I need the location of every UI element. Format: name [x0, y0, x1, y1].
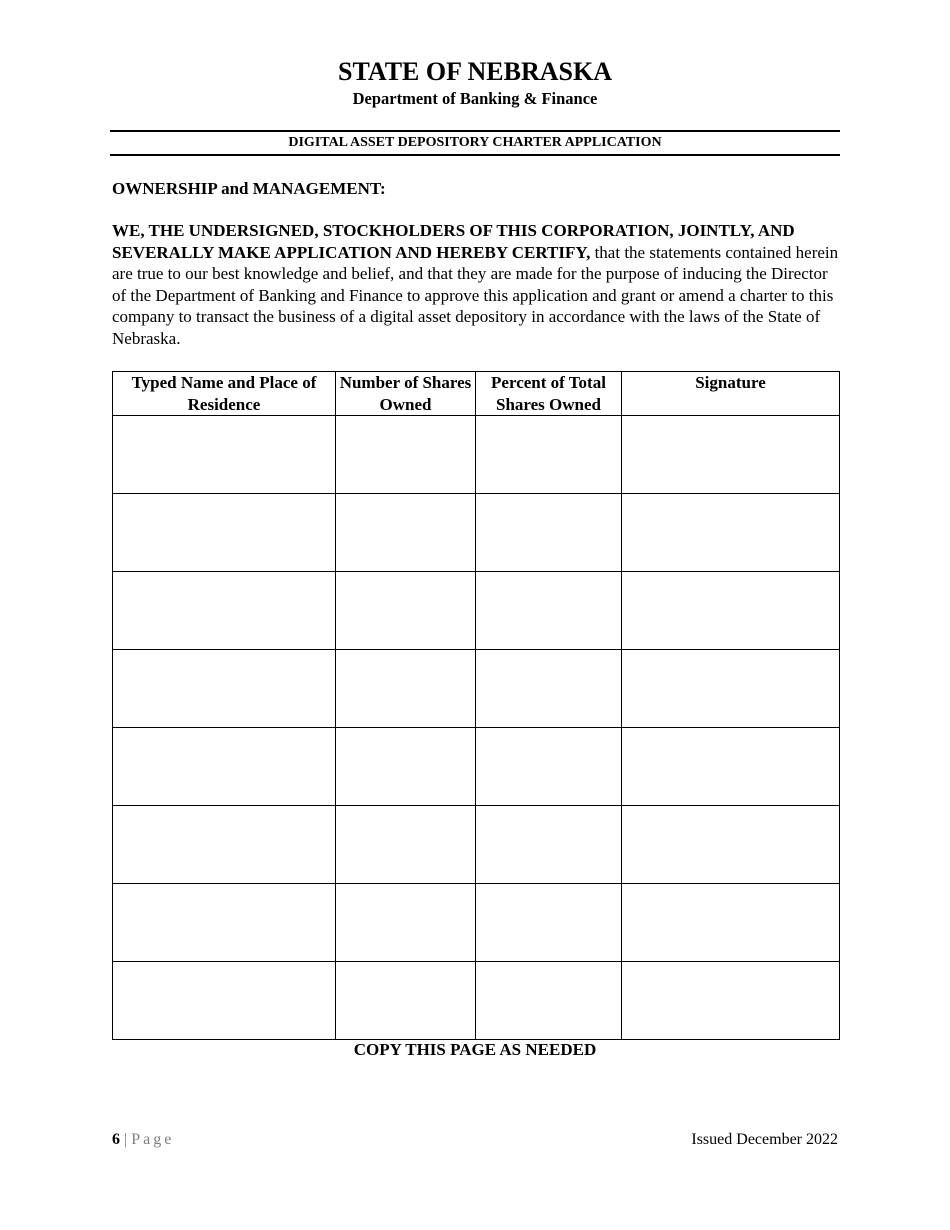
table-row [113, 884, 840, 962]
table-header-row [113, 372, 840, 416]
page-label: Page [131, 1131, 175, 1148]
name-residence-cell[interactable] [113, 806, 336, 884]
table-row [113, 728, 840, 806]
table-row [113, 806, 840, 884]
page-number: 6 [112, 1131, 120, 1148]
form-banner: DIGITAL ASSET DEPOSITORY CHARTER APPLICATION [110, 130, 840, 156]
name-residence-cell[interactable] [113, 572, 336, 650]
signature-cell[interactable] [622, 650, 840, 728]
signature-cell[interactable] [622, 572, 840, 650]
issued-date: Issued December 2022 [691, 1131, 838, 1148]
page-separator: | [124, 1131, 128, 1148]
signature-cell[interactable] [622, 728, 840, 806]
signature-cell[interactable] [622, 962, 840, 1040]
percent-owned-cell[interactable] [476, 728, 622, 806]
name-residence-cell[interactable] [113, 884, 336, 962]
shares-owned-cell[interactable] [336, 806, 476, 884]
percent-owned-cell[interactable] [476, 494, 622, 572]
column-header-name-residence: Typed Name and Place of Residence [113, 372, 336, 416]
page-title: STATE OF NEBRASKA [337, 57, 612, 86]
table-row [113, 494, 840, 572]
name-residence-cell[interactable] [113, 962, 336, 1040]
stockholders-table [112, 371, 840, 1040]
percent-owned-cell[interactable] [476, 416, 622, 494]
shares-owned-cell[interactable] [336, 728, 476, 806]
shares-owned-cell[interactable] [336, 572, 476, 650]
name-residence-cell[interactable] [113, 728, 336, 806]
name-residence-cell[interactable] [113, 416, 336, 494]
percent-owned-cell[interactable] [476, 962, 622, 1040]
column-header-signature: Signature [622, 372, 840, 416]
name-residence-cell[interactable] [113, 650, 336, 728]
percent-owned-cell[interactable] [476, 806, 622, 884]
percent-owned-cell[interactable] [476, 884, 622, 962]
column-header-shares-owned: Number of Shares Owned [336, 372, 476, 416]
signature-cell[interactable] [622, 416, 840, 494]
shares-owned-cell[interactable] [336, 416, 476, 494]
copy-instruction: COPY THIS PAGE AS NEEDED [353, 1040, 597, 1059]
table-row [113, 962, 840, 1040]
percent-owned-cell[interactable] [476, 572, 622, 650]
table-row [113, 416, 840, 494]
signature-cell[interactable] [622, 806, 840, 884]
certification-text: that the statements contained herein are true to our best knowledge and belief, and that they are made for the purpose of inducing the Director of the Department of Banking and Finance to approve this application and grant or amend a charter to this company to transact the business of a digital asset depository in accordance with the laws of the State of Nebraska. [112, 242, 839, 348]
shares-owned-cell[interactable] [336, 884, 476, 962]
table-row [113, 572, 840, 650]
column-header-percent-owned: Percent of Total Shares Owned [476, 372, 622, 416]
signature-cell[interactable] [622, 884, 840, 962]
signature-cell[interactable] [622, 494, 840, 572]
page-footer-number [112, 1130, 174, 1150]
name-residence-cell[interactable] [113, 494, 336, 572]
department-name: Department of Banking & Finance [352, 89, 598, 108]
shares-owned-cell[interactable] [336, 962, 476, 1040]
percent-owned-cell[interactable] [476, 650, 622, 728]
shares-owned-cell[interactable] [336, 494, 476, 572]
table-row [113, 650, 840, 728]
certification-paragraph [112, 220, 842, 350]
shares-owned-cell[interactable] [336, 650, 476, 728]
section-heading: OWNERSHIP and MANAGEMENT: [112, 179, 386, 198]
certification-bold-text: WE, THE UNDERSIGNED, STOCKHOLDERS OF THIS CORPORATION, JOINTLY, AND SEVERALLY MAKE APPLICATION AND HEREBY CERTIFY, [112, 221, 795, 262]
